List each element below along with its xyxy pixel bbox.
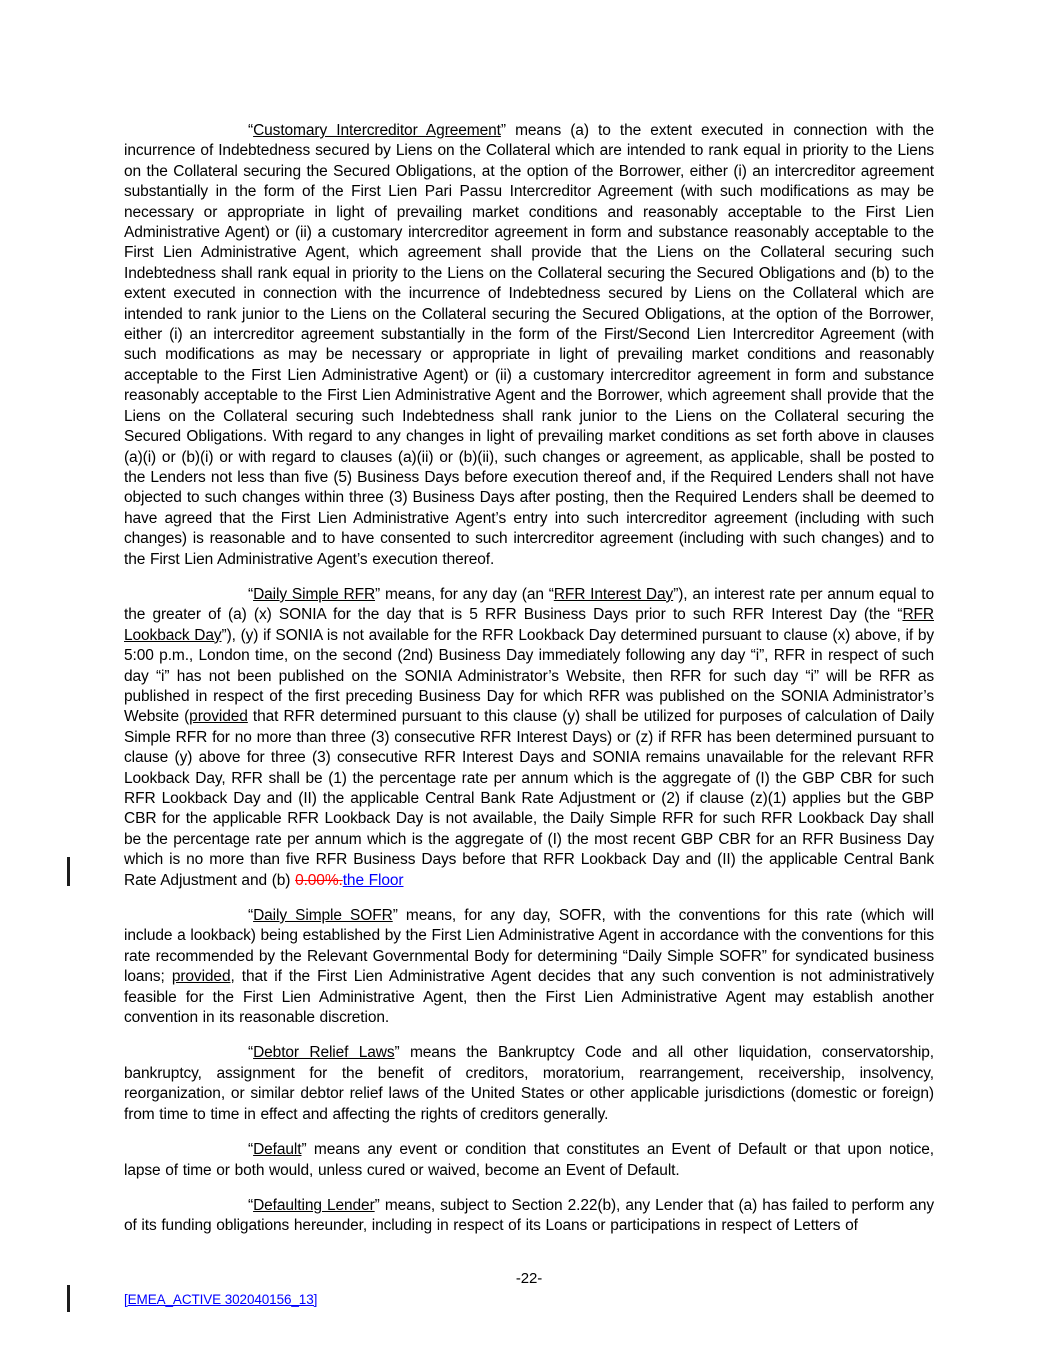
paragraph-daily-simple-rfr [124, 585, 934, 891]
text-run: ” means, for any day, SOFR, with the conventions for this rate (which will include a lookback) being established by the First Lien Administrative Agent in accordance with the conventions for this rate recommended by the Relevant Governmental Body for determining “Daily Simple SOFR” for syndicated business loans; [124, 907, 934, 986]
text-run: ” means any event or condition that constitutes an Event of Default or that upon notice, lapse of time or both would, unless cured or waived, become an Event of Default. [124, 1141, 934, 1179]
text-run: “ [248, 1196, 254, 1214]
change-bar-footer-revision [67, 1285, 70, 1312]
defined-term: RFR Lookback Day [124, 606, 934, 644]
defined-term: Debtor Relief Laws [253, 1044, 395, 1062]
defined-term: Daily Simple RFR [253, 585, 376, 603]
text-run: “ [248, 1044, 254, 1062]
defined-term: RFR Interest Day [553, 585, 674, 603]
document-body [124, 121, 934, 1252]
text-run: ” means (a) to the extent executed in connection with the incurrence of Indebtedness secured by Liens on the Collateral which are intended to rank equal in priority to the Liens on the Collateral securing the Secured Obligations, at the option of the Borrower, either (i) an intercreditor agreement substantially in the form of the First Lien Pari Passu Intercreditor Agreement (with such modifications as may be necessary or appropriate in light of prevailing market conditions and reasonably acceptable to the First Lien Administrative Agent) or (ii) a customary intercreditor agreement in form and substance reasonably acceptable to the First Lien Administrative Agent, which agreement shall provide that the Liens on the Collateral securing such Indebtedness shall rank equal in priority to the Liens on the Collateral securing the Secured Obligations and (b) to the extent executed in connection with the incurrence of Indebtedness secured by Liens on the Collateral which are intended to rank junior to the Liens on the Collateral securing the Secured Obligations, at the option of the Borrower, either (i) an intercreditor agreement substantially in the form of the First/Second Lien Intercreditor Agreement (with such modifications as may be necessary or appropriate in light of prevailing market conditions and reasonably acceptable to the First Lien Administrative Agent) or (ii) a customary intercreditor agreement in form and substance reasonably acceptable to the First Lien Administrative Agent and the Borrower, which agreement shall provide that the Liens on the Collateral securing such Indebtedness shall rank junior to the Liens on the Collateral securing the Secured Obligations. With regard to any changes in light of prevailing market conditions as set forth above in clauses (a)(i) or (b)(i) or with regard to clauses (a)(ii) or (b)(ii), such changes or agreement, as applicable, shall be posted to the Lenders not less than five (5) Business Days before execution thereof and, if the Required Lenders shall not have objected to such changes within three (3) Business Days after posting, then the Required Lenders shall be deemed to have agreed that the First Lien Administrative Agent’s entry into such intercreditor agreement (including with such changes) is reasonable and to have consented to such intercreditor agreement (including with such changes) and to the First Lien Administrative Agent’s execution thereof. [124, 122, 934, 568]
text-run: ”), an interest rate per annum equal to the greater of (a) (x) SONIA for the day that is 5 RFR Business Days prior to such RFR Interest Day (the “ [124, 585, 934, 624]
inserted-text: the Floor [342, 871, 404, 889]
defined-term: provided [189, 708, 248, 726]
text-run: “ [248, 1141, 254, 1159]
defined-term: Customary Intercreditor Agreement [253, 122, 501, 139]
text-run: that RFR determined pursuant to this clause (y) shall be utilized for purposes of calculation of Daily Simple RFR for no more than three (3) consecutive RFR Interest Days) or (z) if RFR has been determined pursuant to clause (y) above for three (3) consecutive RFR Interest Days and SONIA remains unavailable for the relevant RFR Lookback Day, RFR shall be (1) the percentage rate per annum which is the aggregate of (I) the GBP CBR for such RFR Lookback Day and (II) the applicable Central Bank Rate Adjustment or (2) if clause (z)(1) applies but the GBP CBR for the applicable RFR Lookback Day is not available, the Daily Simple RFR for such RFR Lookback Day shall be the percentage rate per annum which is the aggregate of (I) the most recent GBP CBR for an RFR Business Day which is no more than five RFR Business Days before that RFR Lookback Day and (II) the applicable Central Bank Rate Adjustment and (b) [124, 708, 935, 889]
defined-term: Default [253, 1141, 302, 1159]
text-run: ”), (y) if SONIA is not available for the RFR Lookback Day determined pursuant to clause (x) above, if by 5:00 p.m., London time, on the second (2nd) Business Day immediately following any day “i”, RFR in respect of such day “i” has not been published on the SONIA Administrator’s Website, then RFR for such day “i” will be RFR as published in respect of the first preceding Business Day for which RFR was published on the SONIA Administrator’s Website ( [124, 626, 934, 726]
text-run: “ [248, 907, 254, 925]
change-bar-revision [67, 857, 70, 886]
text-run: “ [248, 122, 254, 139]
doc-id-stamp: [EMEA_ACTIVE 302040156_13] [124, 1292, 318, 1307]
paragraph-debtor-relief-laws [124, 1043, 934, 1125]
defined-term: provided [171, 968, 231, 986]
page-number: -22- [515, 1270, 543, 1287]
paragraph-daily-simple-sofr [124, 906, 934, 1028]
paragraph-defaulting-lender [124, 1196, 934, 1237]
text-run: , that if the First Lien Administrative Agent decides that any such convention is not administratively feasible for the First Lien Administrative Agent, then the First Lien Administrative Agent may establish another convention in its reasonable discretion. [124, 968, 934, 1027]
text-run: ” means, subject to Section 2.22(b), any Lender that (a) has failed to perform any of its funding obligations hereunder, including in respect of its Loans or participations in respect of Letters of [124, 1196, 934, 1235]
paragraph-default [124, 1140, 934, 1181]
defined-term: Defaulting Lender [253, 1196, 375, 1214]
text-run: “ [248, 585, 254, 603]
text-run: ” means the Bankruptcy Code and all other liquidation, conservatorship, bankruptcy, assignment for the benefit of creditors, moratorium, rearrangement, receivership, insolvency, reorganization, or similar debtor relief laws of the United States or other applicable jurisdictions (domestic or foreign) from time to time in effect and affecting the rights of creditors generally. [124, 1044, 935, 1123]
deleted-text: 0.00%. [295, 871, 343, 889]
defined-term: Daily Simple SOFR [253, 907, 393, 925]
paragraph-customary-intercreditor-agreement [124, 121, 934, 570]
text-run: ” means, for any day (an “ [375, 585, 554, 603]
